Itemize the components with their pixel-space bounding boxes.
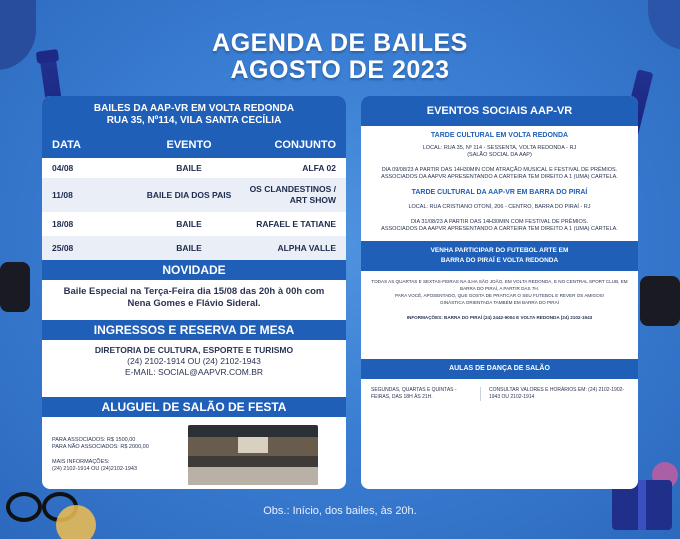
page-title-line1: AGENDA DE BAILES (212, 29, 468, 57)
row-event: BAILE DIA DOS PAIS (146, 189, 232, 200)
futebol-title-line1: VENHA PARTICIPAR DO FUTEBOL ARTE EM (430, 247, 569, 254)
aluguel-info-phones: (24) 2102-1914 OU (24)2102-1943 (52, 466, 138, 472)
table-row (42, 212, 346, 236)
table-row (42, 158, 346, 178)
eventos-header: EVENTOS SOCIAIS AAP-VR (361, 96, 638, 126)
row-event: BAILE (176, 242, 202, 253)
futebol-text3: GINÁSTICA ORIENTADA TAMBÉM EM BARRA DO PIRAÍ (440, 300, 559, 305)
bowtie-decoration-left (0, 262, 30, 312)
row-date: 18/08 (52, 219, 74, 229)
aluguel-section (42, 417, 346, 489)
tarde1-local: LOCAL: RUA 35, Nº 114 - SESSENTA, VOLTA REDONDA - RJ (422, 145, 577, 151)
row-date: 11/08 (52, 190, 73, 200)
futebol-info (361, 271, 638, 359)
table-header (42, 132, 346, 158)
futebol-contact: INFORMAÇÕES: BARRA DO PIRAÍ (24) 2442-9004 E VOLTA REDONDA (24) 2102-1943 (406, 315, 593, 320)
tarde1-title: TARDE CULTURAL EM VOLTA REDONDA (430, 132, 569, 139)
ingressos-title: INGRESSOS E RESERVA DE MESA (42, 320, 346, 340)
row-band: RAFAEL E TATIANE (256, 218, 336, 229)
futebol-text1: TODAS AS QUARTAS E SEXTAS-FEIRAS NA ILHA SÃO JOÃO, EM VOLTA REDONDA, E NO CENTRAL SPORT CLUB, EM BARRA DO PIRAÍ, A PARTIR DAS 7H. (371, 279, 628, 291)
bailes-panel (42, 96, 346, 489)
row-event: BAILE (176, 162, 202, 173)
row-band: OS CLANDESTINOS / ART SHOW (249, 184, 336, 205)
aluguel-title: ALUGUEL DE SALÃO DE FESTA (42, 397, 346, 417)
table-row (42, 178, 346, 212)
row-date: 04/08 (52, 163, 74, 173)
aluguel-price-assoc: PARA ASSOCIADOS: R$ 1500,00 (52, 437, 136, 443)
danca-contact: CONSULTAR VALORES E HORÁRIOS EM: (24) 2102-1902-1943 OU 2102-1914 (489, 387, 625, 400)
novidade-title: NOVIDADE (42, 260, 346, 280)
futebol-title (361, 241, 638, 271)
futebol-title-line2: BARRA DO PIRAÍ E VOLTA REDONDA (440, 257, 559, 264)
table-row (42, 236, 346, 260)
danca-schedule: SEGUNDAS, QUARTAS E QUINTAS - FEIRAS, DAS 18H ÀS 21H. (371, 387, 481, 401)
aluguel-info-label: MAIS INFORMAÇÕES: (52, 459, 110, 465)
ingressos-info (42, 340, 346, 397)
salao-photo (188, 425, 318, 485)
footnote: Obs.: Início, dos bailes, às 20h. (263, 505, 417, 517)
tarde2-dia: DIA 31/08/23 A PARTIR DAS 14H30MIN COM FESTIVAL DE PRÊMIOS. (410, 219, 589, 225)
tarde1-dia: DIA 09/08/23 A PARTIR DAS 14H30MIN COM ATRAÇÃO MUSICAL E FESTIVAL DE PRÊMIOS. (381, 167, 618, 173)
bailes-header-line1: BAILES DA AAP-VR EM VOLTA REDONDA (93, 103, 295, 114)
eventos-panel (361, 96, 638, 489)
futebol-text2: PARA VOCÊ, APOSENTADO, QUE GOSTA DE PRATICAR O SEU FUTEBOL E REVER OS AMIGOS! (394, 293, 605, 298)
aluguel-price-nonassoc: PARA NÃO ASSOCIADOS: R$ 2000,00 (52, 444, 149, 450)
tarde1-assoc: ASSOCIADOS DA AAPVR APRESENTANDO A CARTEIRA TEM DIREITO A 1 (UMA) CARTELA. (381, 174, 618, 180)
danca-title: AULAS DE DANÇA DE SALÃO (361, 359, 638, 379)
col-evento: EVENTO (166, 139, 212, 151)
ingressos-dept: DIRETORIA DE CULTURA, ESPORTE E TURISMO (94, 345, 294, 355)
danca-info (361, 379, 638, 409)
tarde1-local2: (SALÃO SOCIAL DA AAP) (467, 152, 532, 158)
row-event: BAILE (176, 218, 202, 229)
col-data: DATA (52, 139, 81, 151)
bailes-header (42, 96, 346, 132)
row-band: ALFA 02 (302, 162, 336, 173)
bowtie-decoration-right (640, 276, 680, 326)
tarde2-assoc: ASSOCIADOS DA AAPVR APRESENTANDO A CARTEIRA TEM DIREITO A 1 (UMA) CARTELA. (381, 226, 618, 232)
bailes-header-line2: RUA 35, Nº114, VILA SANTA CECÍLIA (106, 115, 282, 126)
novidade-text: Baile Especial na Terça-Feira dia 15/08 das 20h à 00h com Nena Gomes e Flávio Sideral. (63, 286, 325, 309)
tarde2-title: TARDE CULTURAL DA AAP-VR EM BARRA DO PIRAÍ (411, 189, 588, 196)
row-band: ALPHA VALLE (277, 242, 336, 253)
row-date: 25/08 (52, 243, 74, 253)
col-conjunto: CONJUNTO (274, 139, 336, 151)
aluguel-text (52, 425, 182, 489)
ingressos-email: E-MAIL: SOCIAL@AAPVR.COM.BR (124, 367, 264, 377)
ingressos-phones: (24) 2102-1914 OU (24) 2102-1943 (127, 356, 261, 366)
page-title-line2: AGOSTO DE 2023 (230, 56, 450, 84)
table-body (42, 158, 346, 260)
tarde2-local: LOCAL: RUA CRISTIANO OTONÍ, 206 - CENTRO, BARRA DO PIRAÍ - RJ (408, 204, 591, 210)
